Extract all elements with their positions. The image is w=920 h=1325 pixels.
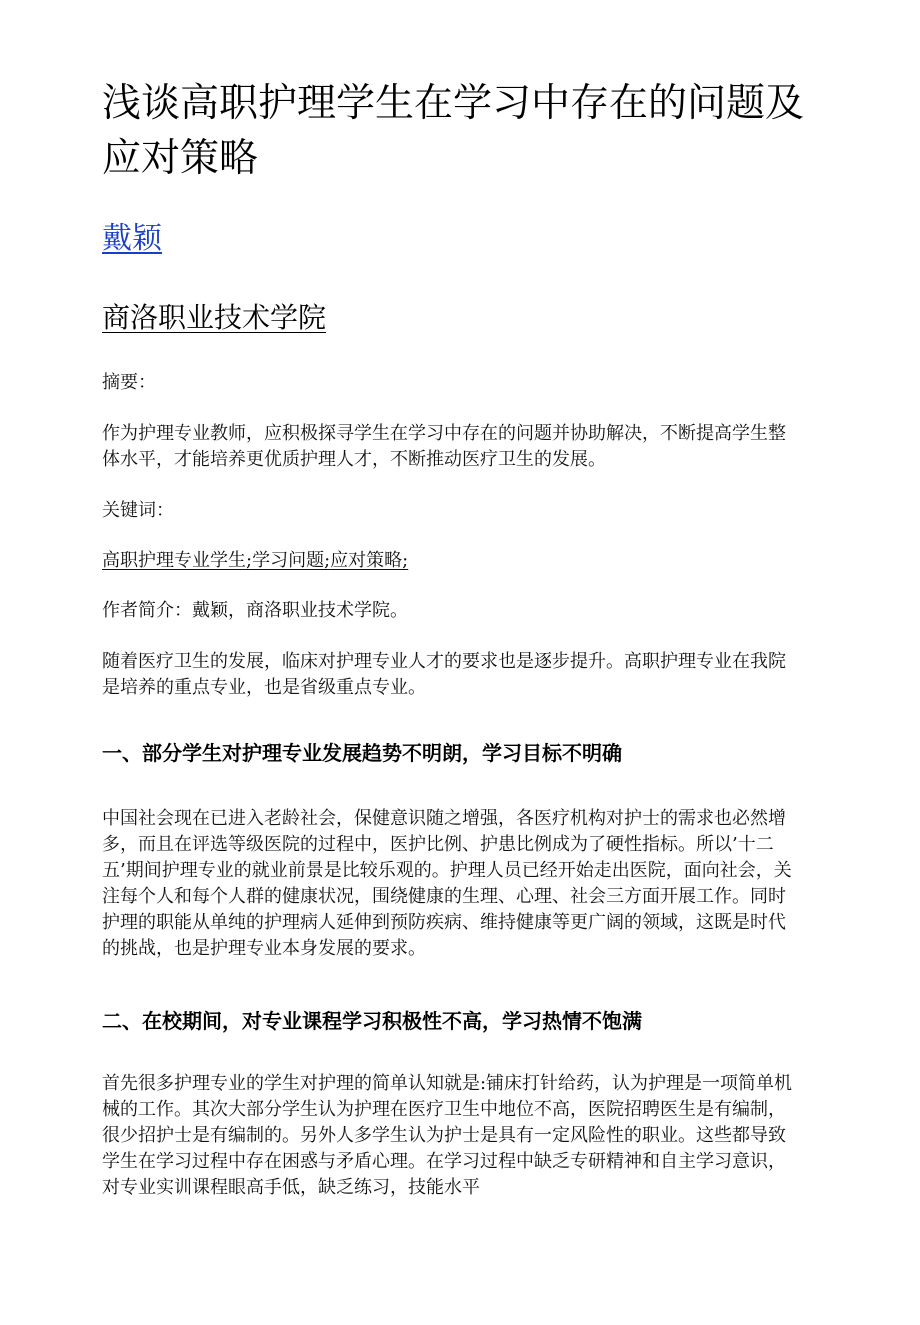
- keywords-label: 关键词：: [102, 500, 174, 521]
- keyword-link[interactable]: 学习问题;: [252, 550, 331, 571]
- section-body: 中国社会现在已进入老龄社会，保健意识随之增强，各医疗机构对护士的需求也必然增多，而且在评选等级医院的过程中，医护比例、护患比例成为了硬性指标。所以’十二五’期间护理专业的就业前景是比较乐观的。护理人员已经开始走出医院，面向社会，关注每个人和每个人群的健康状况，围绕健康的生理、心理、社会三方面开展工作。同时护理的职能从单纯的护理病人延伸到预防疾病、维持健康等更广阔的领域，这既是时代的挑战，也是护理专业本身发展的要求。: [102, 808, 792, 959]
- organization-link[interactable]: 商洛职业技术学院: [102, 301, 327, 334]
- author-link[interactable]: 戴颖: [102, 221, 162, 256]
- keywords-list: [102, 548, 802, 574]
- author-bio: 作者简介：戴颖，商洛职业技术学院。: [102, 600, 408, 621]
- article-title: 浅谈高职护理学生在学习中存在的问题及应对策略: [102, 81, 805, 181]
- keyword-link[interactable]: 应对策略;: [330, 550, 409, 571]
- section-heading: 一、部分学生对护理专业发展趋势不明朗，学习目标不明确: [102, 741, 622, 765]
- section-body: 首先很多护理专业的学生对护理的简单认知就是:铺床打针给药，认为护理是一项简单机械的工作。其次大部分学生认为护理在医疗卫生中地位不高，医院招聘医生是有编制，很少招护士是有编制的。另外人多学生认为护士是具有一定风险性的职业。这些都导致学生在学习过程中存在困惑与矛盾心理。在学习过程中缺乏专研精神和自主学习意识，对专业实训课程眼高手低，缺乏练习，技能水平: [102, 1073, 793, 1198]
- intro-paragraph: 随着医疗卫生的发展，临床对护理专业人才的要求也是逐步提升。高职护理专业在我院是培养的重点专业，也是省级重点专业。: [102, 651, 786, 698]
- section-heading: 二、在校期间，对专业课程学习积极性不高，学习热情不饱满: [102, 1009, 642, 1033]
- keyword-link[interactable]: 高职护理专业学生;: [102, 550, 253, 571]
- abstract-label: 摘要：: [102, 372, 156, 393]
- abstract-text: 作为护理专业教师，应积极探寻学生在学习中存在的问题并协助解决，不断提高学生整体水平，才能培养更优质护理人才，不断推动医疗卫生的发展。: [102, 423, 786, 470]
